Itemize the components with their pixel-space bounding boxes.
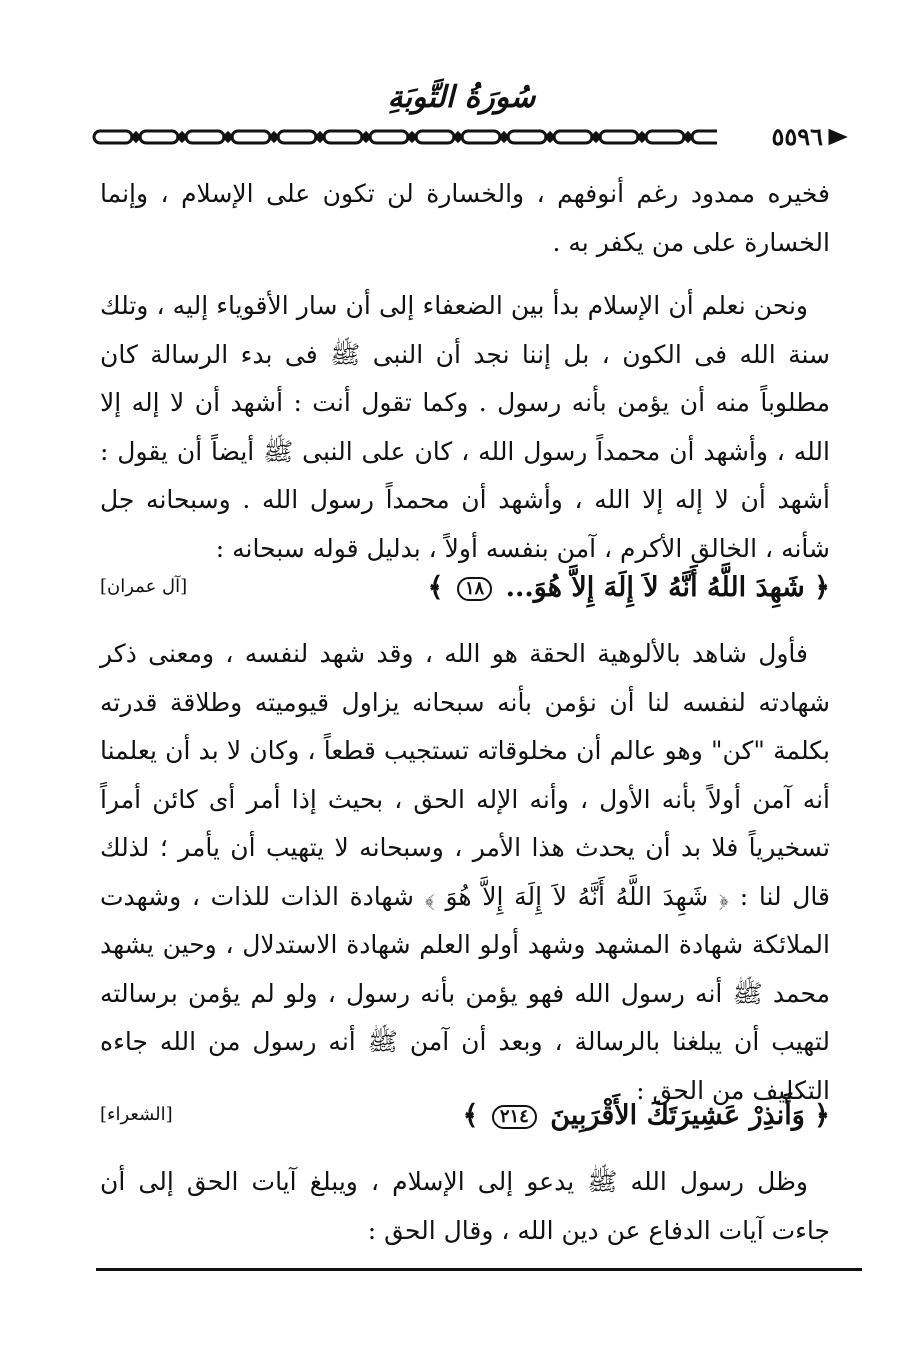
- verse-number: ١٨: [457, 577, 492, 601]
- paragraph-text: ونحن نعلم أن الإسلام بدأ بين الضعفاء إلى أن سار الأقوياء إليه ، وتلك سنة الله فى الكون ، بل إننا نجد أن النبى ﷺ فى بدء الرسالة كان مطلوباً منه أن يؤمن بأنه رسول . وكما تقول أنت : أشهد أن لا إله إلا الله ، وأشهد أن محمداً رسول الله ، كان على النبى ﷺ أيضاً أن يقول : أشهد أن لا إله إلا الله ، وأشهد أن محمداً رسول الله . وسبحانه جل شأنه ، الخالق الأكرم ، آمن بنفسه أولاً ، بدليل قوله سبحانه :: [100, 291, 830, 563]
- quran-verse-1: [100, 566, 830, 610]
- quran-verse-2: [100, 1094, 830, 1138]
- verse-number: ٢١٤: [492, 1105, 537, 1129]
- paragraph-1: [100, 170, 830, 267]
- page-number: ٥٥٩٦: [717, 124, 827, 150]
- paragraph-text: فخيره ممدود رغم أنوفهم ، والخسارة لن تكون على الإسلام ، وإنما الخسارة على من يكفر به .: [100, 179, 830, 257]
- ornate-bracket-close: ﴾: [427, 572, 444, 603]
- paragraph-text: وظل رسول الله ﷺ يدعو إلى الإسلام ، ويبلغ آيات الحق إلى أن جاءت آيات الدفاع عن دين الله ، وقال الحق :: [100, 1167, 830, 1245]
- ornate-bracket-open: ﴿: [814, 572, 830, 603]
- verse-words: شَهِدَ اللَّهُ أَنَّهُ لاَ إِلَهَ إِلاَّ هُوَ...: [505, 572, 805, 603]
- paragraph-text: فأول شاهد بالألوهية الحقة هو الله ، وقد شهد لنفسه ، ومعنى ذكر شهادته لنفسه لنا أن نؤمن بأنه سبحانه يزاول قيوميته وطلاقة قدرته بكلمة "كن" وهو عالم أن مخلوقاته تستجيب قطعاً ، وكان لا بد أن يعلمنا أنه آمن أولاً بأنه الأول ، وأنه الإله الحق ، بحيث إذا أمر أى كائن أمراً تسخيرياً فلا بد أن يحدث هذا الأمر ، وسبحانه لا يتهيب أن يأمر ؛ لذلك قال لنا : ﴿ شَهِدَ اللَّهُ أَنَّهُ لاَ إِلَهَ إِلاَّ هُوَ ﴾ شهادة الذات للذات ، وشهدت الملائكة شهادة المشهد وشهد أولو العلم شهادة الاستدلال ، وحين يشهد محمد ﷺ أنه رسول الله فهو يؤمن بأنه رسول ، ولو لم يؤمن برسالته لتهيب أن يبلغنا بالرسالة ، وبعد أن آمن ﷺ أنه رسول من الله جاءه التكليف من الحق :: [100, 639, 830, 1105]
- ornate-bracket-open: ﴿: [814, 1100, 830, 1131]
- verse-words: وَأَنذِرْ عَشِيرَتَكَ الأَقْرَبِينَ: [550, 1100, 805, 1131]
- paragraph-4: [100, 1158, 830, 1255]
- verse-reference: [آل عمران]: [100, 576, 188, 597]
- verse-text: [463, 1094, 830, 1138]
- paragraph-2: [100, 282, 830, 573]
- footer-rule: [96, 1268, 862, 1271]
- ornate-bracket-close: ﴾: [462, 1100, 479, 1131]
- surah-title: سُورَةُ التَّوبَةِ: [387, 80, 536, 115]
- verse-text: [428, 566, 830, 610]
- verse-reference: [الشعراء]: [100, 1104, 173, 1125]
- paragraph-3: [100, 630, 830, 1115]
